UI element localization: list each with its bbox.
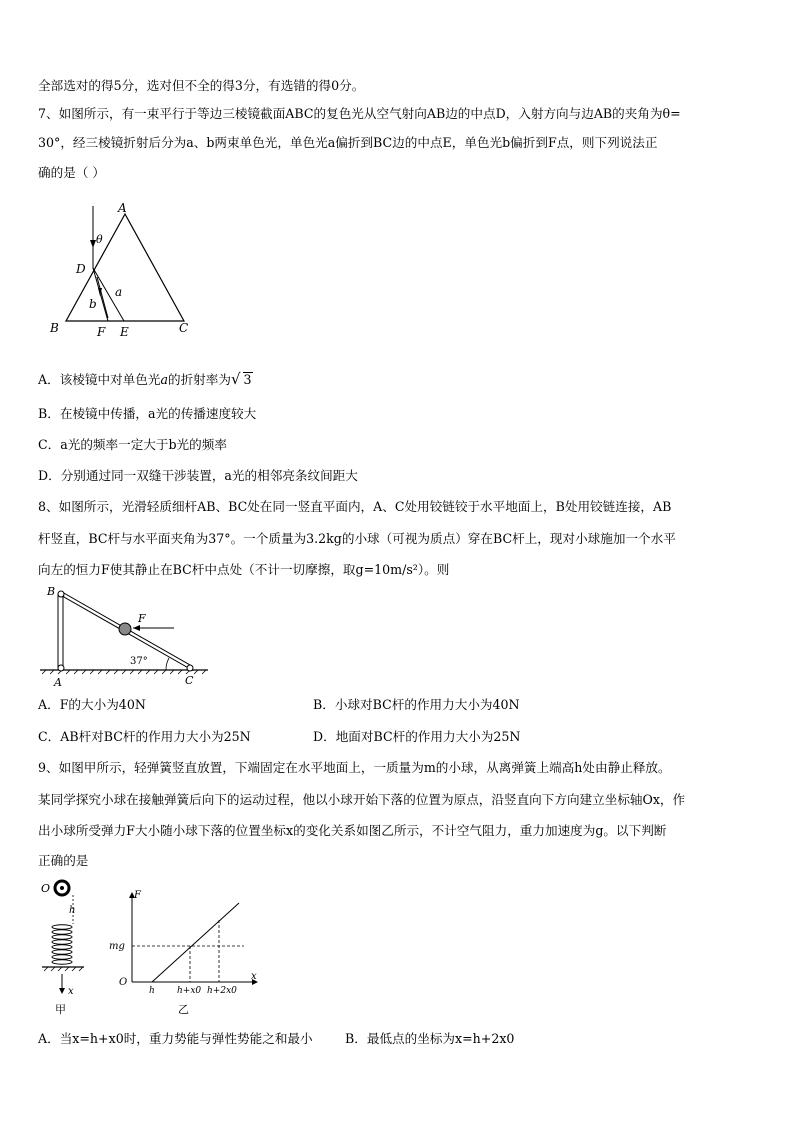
spring [52,925,72,964]
q6-scoring-note: 全部选对的得5分，选对但不全的得3分，有选错的得0分。 [38,78,365,93]
label-B: B [47,585,56,598]
label-A: A [118,201,127,215]
q9-figure-yi [106,884,266,1020]
label-b: b [89,297,97,311]
q8-option-a: A．F的大小为40N [38,697,146,712]
q7-stem-line1: 7、如图所示，有一束平行于等边三棱镜截面ABC的复色光从空气射向AB边的中点D，入射方向与边AB的夹角为θ= [38,106,681,121]
label-C: C [185,674,194,687]
rod-ab [58,594,63,668]
hinge-a [58,665,64,671]
q8-stem-line2: 杆竖直，BC杆与水平面夹角为37°。一个质量为3.2kg的小球（可视为质点）穿在BC杆上，现对小球施加一个水平 [38,531,676,546]
label-theta: θ [96,233,103,246]
label-A: A [54,676,62,689]
q9-stem-line2: 某同学探究小球在接触弹簧后向下的运动过程，他以小球开始下落的位置为原点，沿竖直向下方向建立坐标轴Ox，作 [38,792,686,807]
q8-stem-line3: 向左的恒力F使其静止在BC杆中点处（不计一切摩擦，取g=10m/s²）。则 [38,562,450,577]
label-mg: mg [109,941,125,952]
q8-stem-line1: 8、如图所示，光滑轻质细杆AB、BC处在同一竖直平面内，A、C处用铰链铰于水平地面上，B处用铰链连接，AB [38,499,672,514]
q8-rod-figure [38,584,210,690]
ray-b [93,268,108,321]
q9-option-b: B．最低点的坐标为x=h+2x0 [345,1031,515,1046]
label-O: O [41,882,51,895]
q9-stem-line1: 9、如图甲所示，轻弹簧竖直放置，下端固定在水平地面上，一质量为m的小球，从离弹簧上端高h处由静止释放。 [38,760,671,775]
hinge-c [187,665,193,671]
label-x: x [68,986,74,997]
label-F: F [138,612,146,625]
q7-option-c: C．a光的频率一定大于b光的频率 [38,437,227,452]
label-B: B [50,321,59,335]
caption-yi: 乙 [178,1003,189,1016]
q7-stem-line2: 30°，经三棱镜折射后分为a、b两束单色光，单色光a偏折到BC边的中点E，单色光b偏折到F点，则下列说法正 [38,135,658,150]
q7-option-b: B．在棱镜中传播，a光的传播速度较大 [38,406,257,421]
ray-b-inner [97,277,108,318]
q9-stem-line3: 出小球所受弹力F大小随小球下落的位置坐标x的变化关系如图乙所示，不计空气阻力，重力加速度为g。以下判断 [38,823,667,838]
label-h: h [69,905,76,916]
force-line [152,903,239,982]
label-h: h [149,986,155,996]
label-C: C [179,321,189,335]
label-angle: 37° [130,656,148,667]
q9-option-a: A．当x=h+x0时，重力势能与弹性势能之和最小 [38,1031,313,1046]
hinge-b [58,591,64,597]
q9-stem-line4: 正确的是 [38,853,89,868]
label-D: D [76,262,86,276]
label-F: F [97,325,106,339]
label-a: a [115,285,123,299]
q7-prism-figure [44,196,204,344]
label-h-2x0: h+2x0 [207,986,237,996]
q7-stem-line3: 确的是（ ） [38,165,105,180]
ball [119,623,131,635]
force-arrow [133,625,140,631]
q8-option-b: B．小球对BC杆的作用力大小为40N [313,697,520,712]
label-F: F [134,890,141,901]
label-h-x0: h+x0 [177,986,202,996]
q7-option-a: A．该棱镜中对单色光a的折射率为√ 3 [38,370,252,388]
q8-option-d: D．地面对BC杆的作用力大小为25N [313,729,521,744]
caption-jia: 甲 [55,1003,66,1016]
q8-option-c: C．AB杆对BC杆的作用力大小为25N [38,729,251,744]
angle-arc [166,658,169,670]
label-E: E [120,325,129,339]
q7-option-d: D．分别通过同一双缝干涉装置，a光的相邻亮条纹间距大 [38,468,358,483]
label-x: x [251,971,257,982]
label-O: O [119,977,128,988]
q9-figure-jia [38,878,94,1020]
